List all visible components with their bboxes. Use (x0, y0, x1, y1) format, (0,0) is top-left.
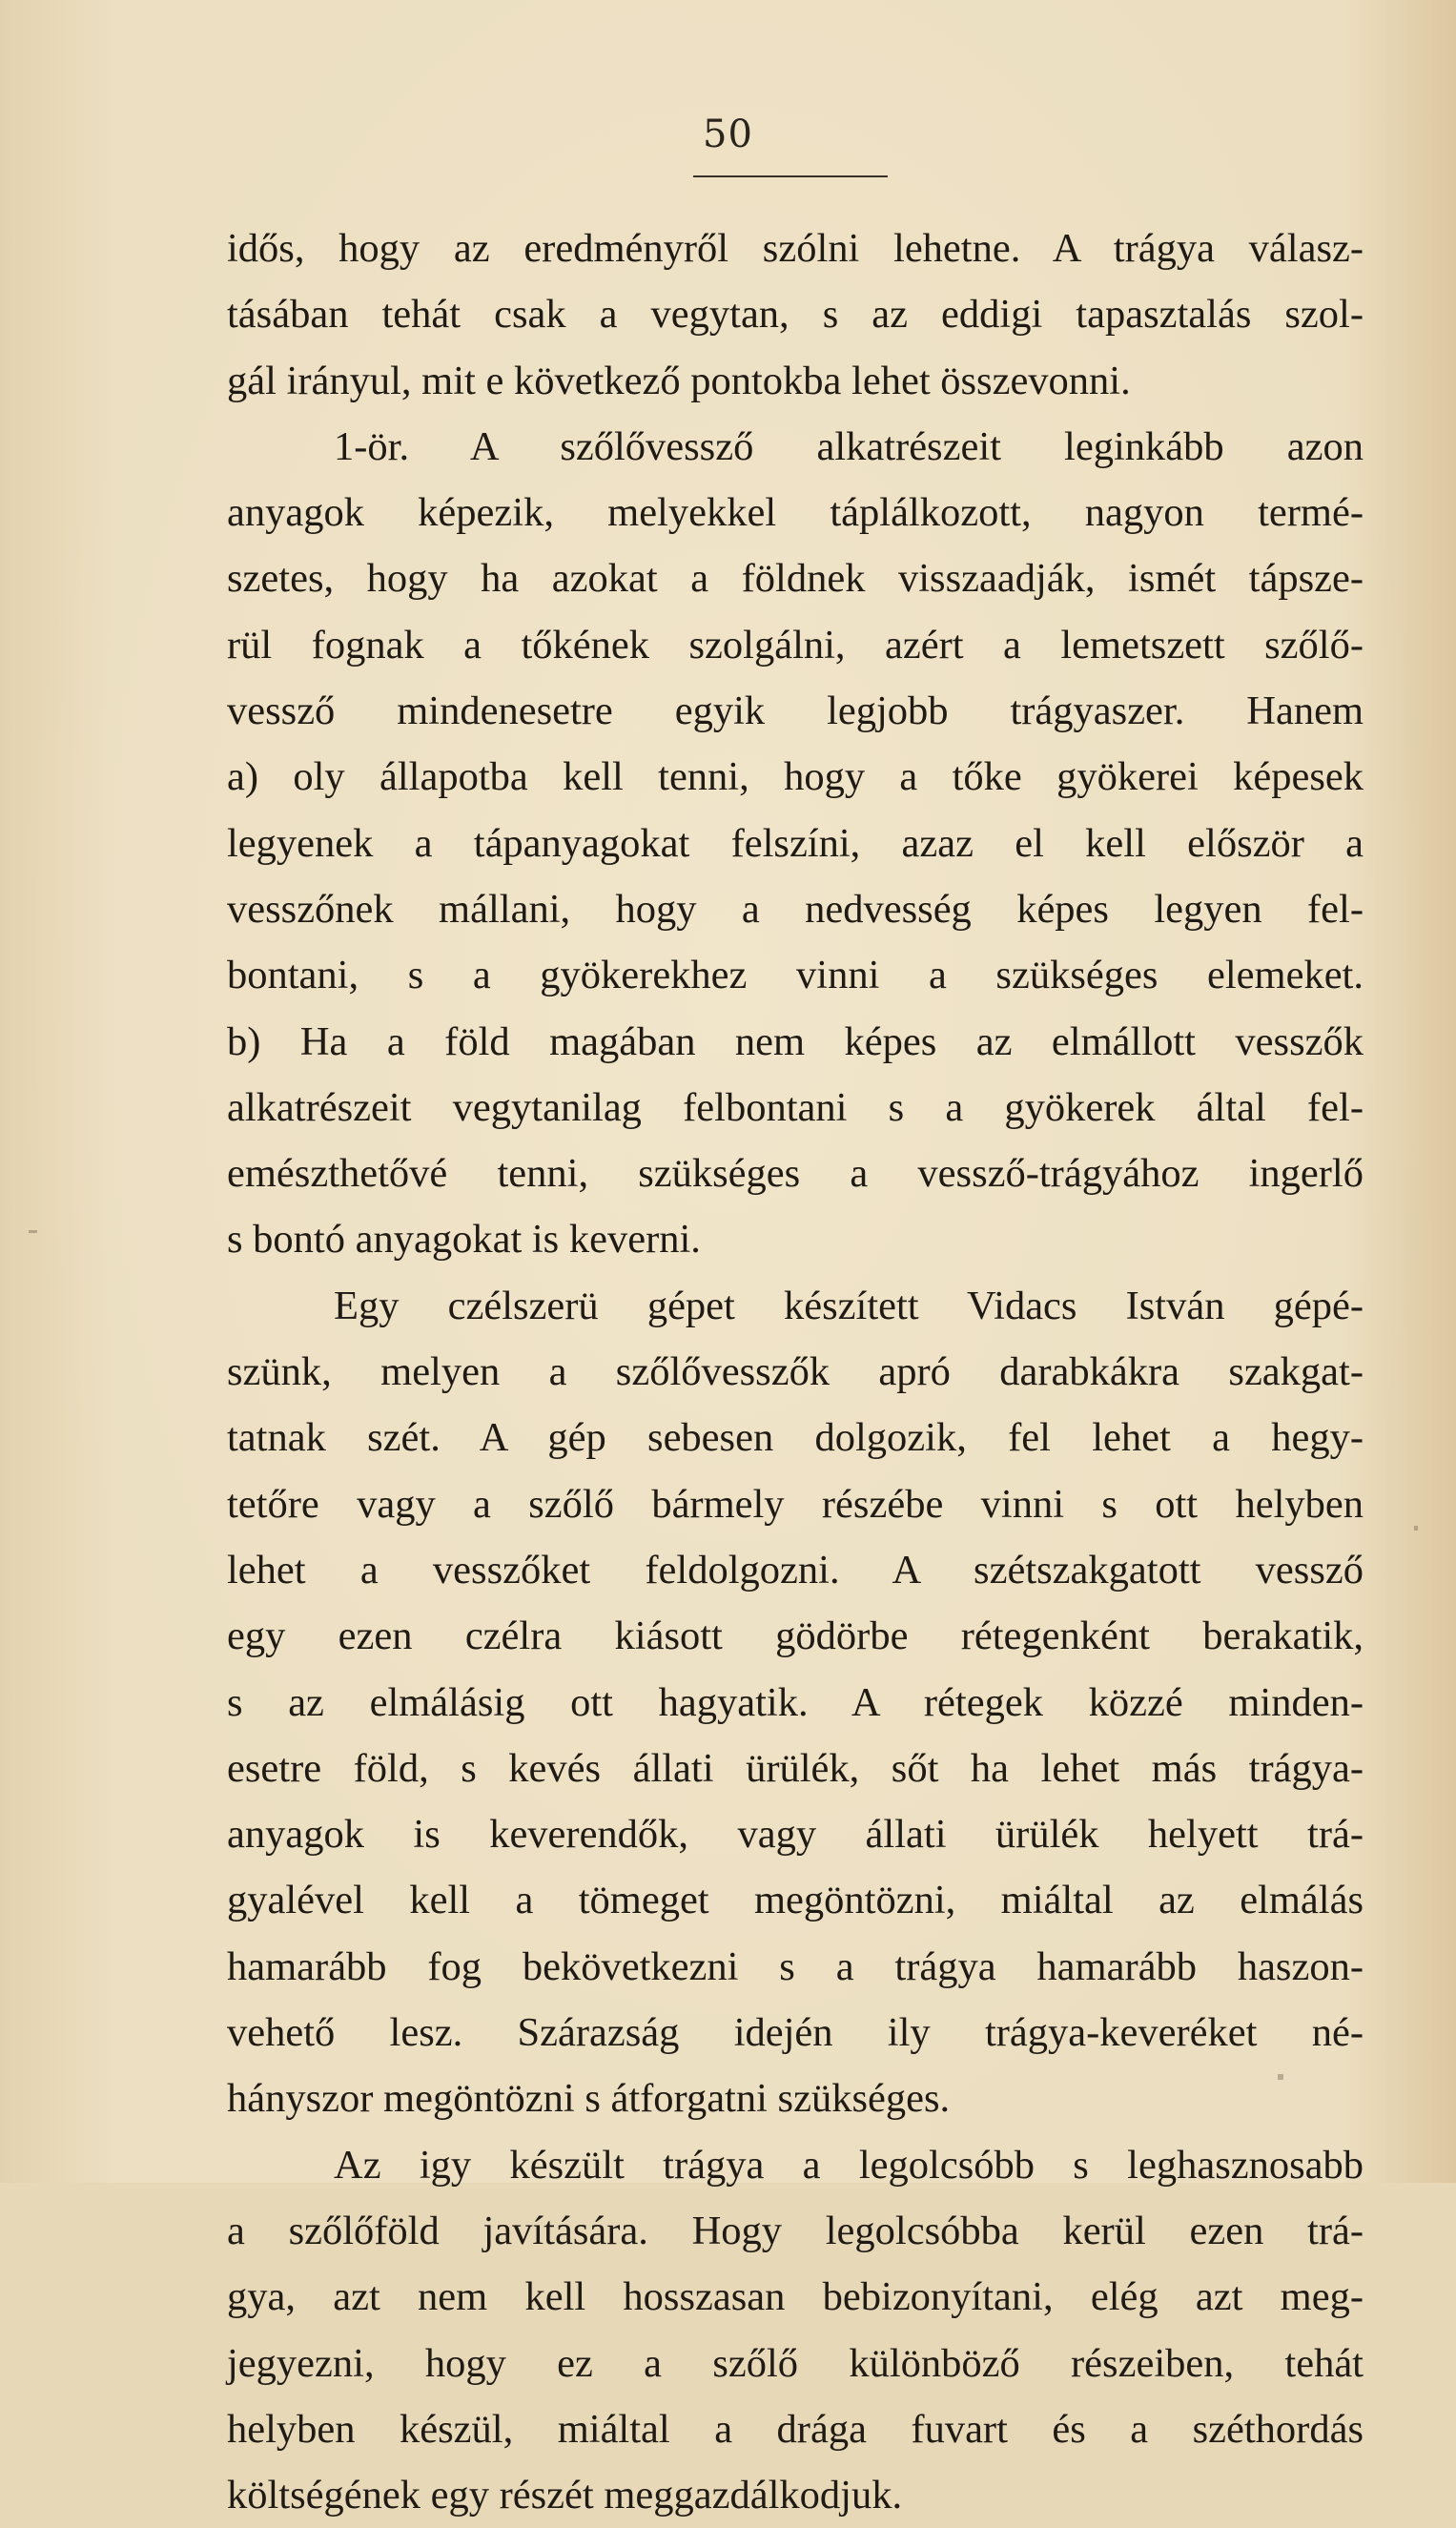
text-line: emészthetővé tenni, szükséges a vessző-trágyához ingerlő (227, 1151, 1364, 1197)
paper-speck (1414, 1526, 1418, 1531)
text-line: s bontó anyagokat is keverni. (227, 1217, 701, 1263)
text-line: alkatrészeit vegytanilag felbontani s a gyökerek által fel- (227, 1084, 1364, 1130)
body-text (227, 216, 1364, 2528)
text-line: tatnak szét. A gép sebesen dolgozik, fel lehet a hegy- (227, 1415, 1364, 1461)
text-line: vesszőnek mállani, hogy a nedvesség képes legyen fel- (227, 886, 1364, 932)
text-line: lehet a vesszőket feldolgozni. A szétszakgatott vessző (227, 1547, 1364, 1593)
text-line: költségének egy részét meggazdálkodjuk. (227, 2473, 903, 2518)
text-line: rül fognak a tőkének szolgálni, azért a lemetszett szőlő- (227, 622, 1364, 668)
text-line: b) Ha a föld magában nem képes az elmállott vesszők (227, 1018, 1364, 1064)
text-line: s az elmálásig ott hagyatik. A rétegek közzé minden- (227, 1679, 1364, 1725)
text-line: gyalével kell a tömeget megöntözni, miáltal az elmálás (227, 1878, 1364, 1923)
text-line: anyagok képezik, melyekkel táplálkozott, nagyon termé- (227, 490, 1364, 536)
text-line: egy ezen czélra kiásott gödörbe rétegenként berakatik, (227, 1613, 1364, 1659)
text-line: vehető lesz. Szárazság idején ily trágya-keveréket né- (227, 2010, 1364, 2056)
text-line: a szőlőföld javítására. Hogy legolcsóbba kerül ezen trá- (227, 2208, 1364, 2253)
text-line: hamarább fog bekövetkezni s a trágya hamarább haszon- (227, 1943, 1364, 1989)
text-line: jegyezni, hogy ez a szőlő különböző részeiben, tehát (227, 2340, 1364, 2386)
text-line: idős, hogy az eredményről szólni lehetne. A trágya válasz- (227, 226, 1364, 271)
text-line: Egy czélszerü gépet készített Vidacs István gépé- (334, 1283, 1364, 1328)
text-line: gál irányul, mit e következő pontokba lehet összevonni. (227, 358, 1131, 403)
text-line: legyenek a tápanyagokat felszíni, azaz el kell először a (227, 820, 1364, 866)
text-line: a) oly állapotba kell tenni, hogy a tőke gyökerei képesek (227, 754, 1364, 800)
text-line: 1-ör. A szőlővessző alkatrészeit leginkább azon (334, 423, 1364, 469)
header-rule (693, 175, 888, 177)
page-number: 50 (703, 113, 753, 156)
text-line: szetes, hogy ha azokat a földnek visszaadják, ismét tápsze- (227, 556, 1364, 602)
text-line: esetre föld, s kevés állati ürülék, sőt ha lehet más trágya- (227, 1745, 1364, 1791)
text-line: tetőre vagy a szőlő bármely részébe vinni s ott helyben (227, 1481, 1364, 1527)
text-line: anyagok is keverendők, vagy állati ürülék helyett trá- (227, 1812, 1364, 1858)
text-line: hányszor megöntözni s átforgatni szükséges. (227, 2076, 951, 2122)
text-line: helyben készül, miáltal a drága fuvart és a széthordás (227, 2406, 1364, 2452)
text-line: tásában tehát csak a vegytan, s az eddigi tapasztalás szol- (227, 292, 1364, 338)
text-line: szünk, melyen a szőlővesszők apró darabkákra szakgat- (227, 1349, 1364, 1395)
text-line: Az igy készült trágya a legolcsóbb s leghasznosabb (334, 2142, 1364, 2188)
text-line: vessző mindenesetre egyik legjobb trágyaszer. Hanem (227, 689, 1364, 734)
text-line: gya, azt nem kell hosszasan bebizonyítani, elég azt meg- (227, 2274, 1364, 2320)
paper-speck (29, 1230, 37, 1233)
text-line: bontani, s a gyökerekhez vinni a szükséges elemeket. (227, 953, 1364, 998)
